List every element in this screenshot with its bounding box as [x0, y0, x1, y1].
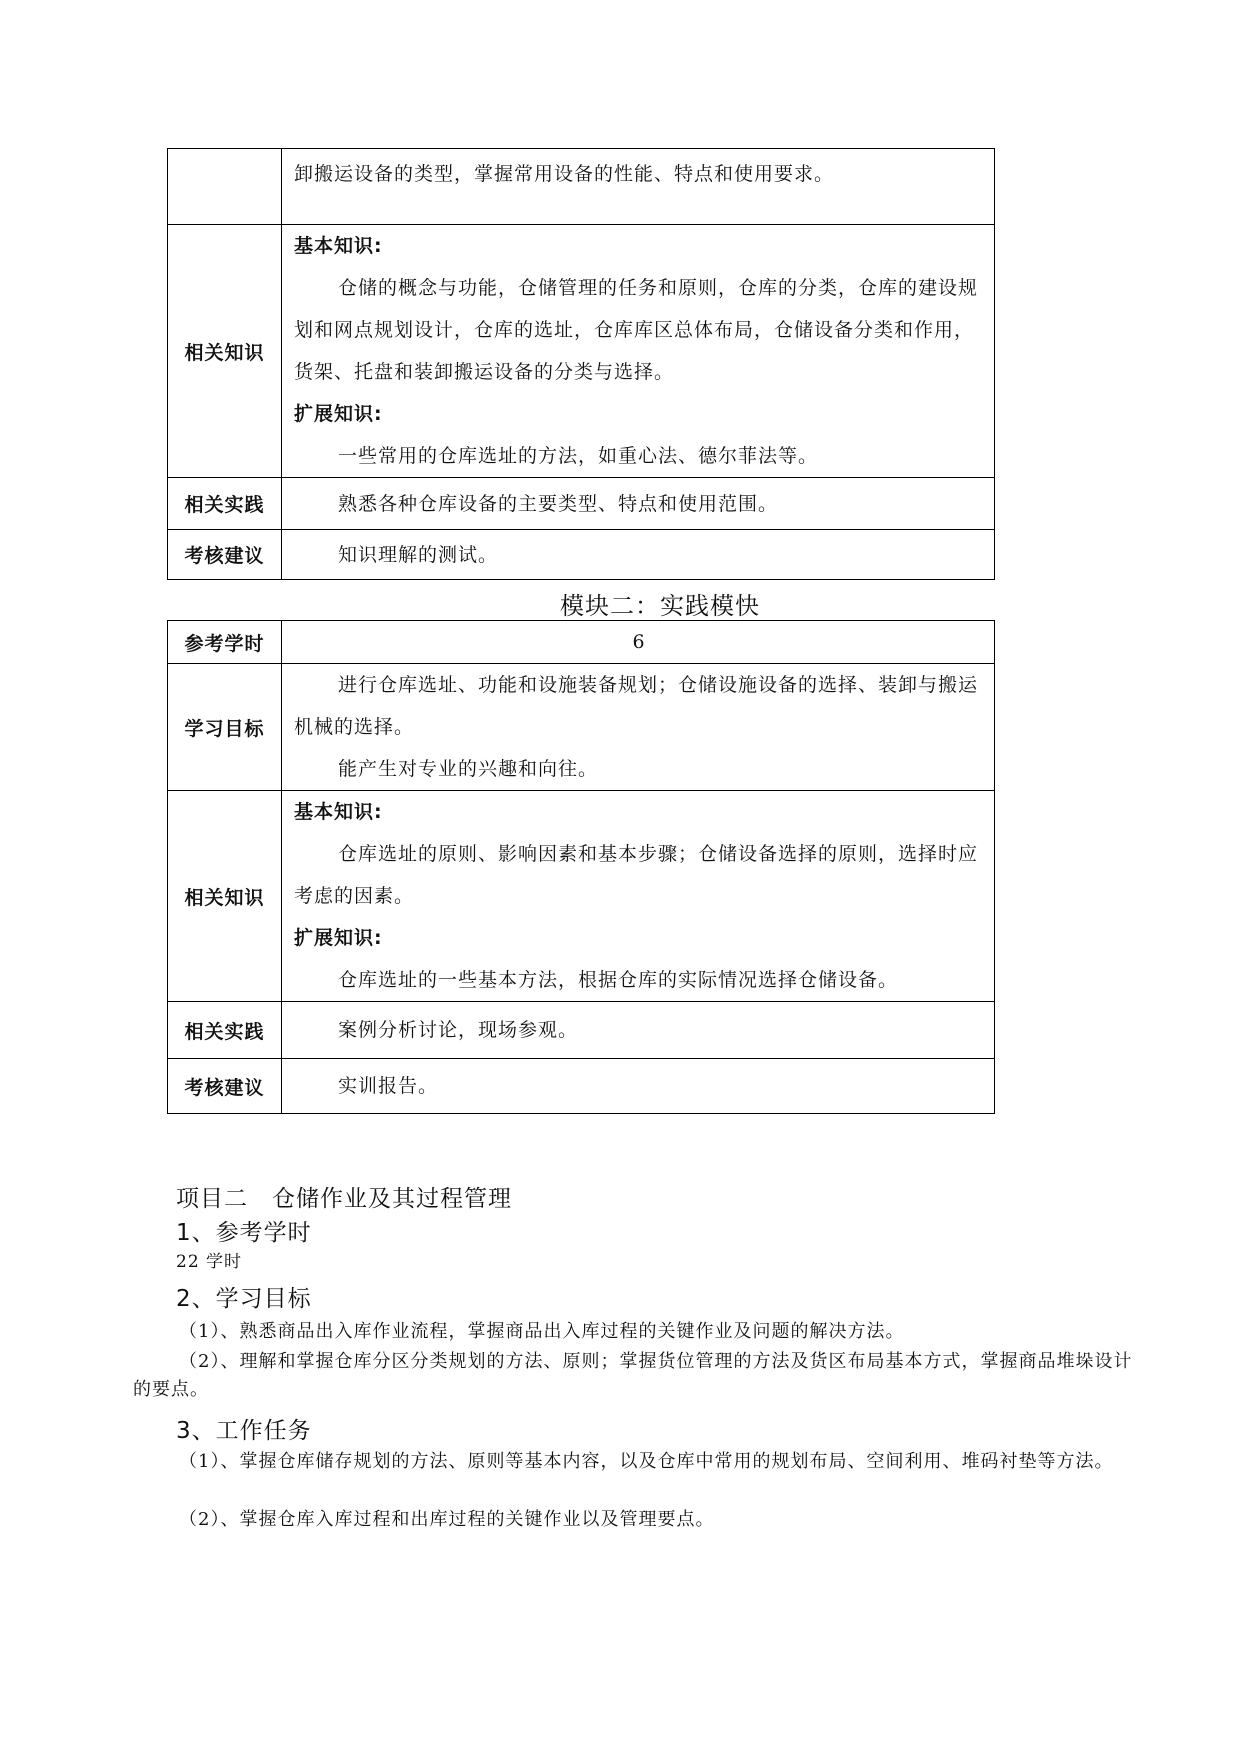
goal-2: （2）、理解和掌握仓库分区分类规划的方法、原则；掌握货位管理的方法及货区布局基本方式，掌握商品堆垛设计的要点。 [133, 1351, 1133, 1400]
extended-knowledge-heading: 扩展知识: [294, 927, 383, 949]
row-label: 考核建议 [168, 530, 282, 580]
task-1: （1）、掌握仓库储存规划的方法、原则等基本内容，以及仓库中常用的规划布局、空间利用、堆码衬垫等方法。 [179, 1451, 1114, 1472]
table-row [168, 791, 995, 1002]
assessment-text: 知识理解的测试。 [338, 543, 499, 566]
task-2: （2）、掌握仓库入库过程和出库过程的关键作业以及管理要点。 [179, 1509, 715, 1530]
section-heading-hours: 1、参考学时 [176, 1220, 312, 1246]
row-content [282, 791, 995, 1002]
row-label: 相关实践 [168, 478, 282, 530]
basic-knowledge-heading: 基本知识: [294, 235, 383, 257]
row-content [282, 664, 995, 791]
section-heading-goals: 2、学习目标 [176, 1286, 312, 1312]
row-content [282, 478, 995, 530]
practice-text: 案例分析讨论，现场参观。 [338, 1019, 579, 1041]
module-two-table [167, 620, 995, 1114]
extended-knowledge-text: 仓库选址的一些基本方法，根据仓库的实际情况选择仓储设备。 [338, 969, 899, 991]
reference-hours-value: 6 [282, 621, 995, 664]
extended-knowledge-heading: 扩展知识: [294, 403, 383, 425]
basic-knowledge-heading: 基本知识: [294, 801, 383, 823]
continued-text: 卸搬运设备的类型，掌握常用设备的性能、特点和使用要求。 [294, 163, 835, 185]
hours-text: 22 学时 [176, 1252, 243, 1272]
row-content [282, 225, 995, 478]
goal-text-1: 进行仓库选址、功能和设施装备规划；仓储设施设备的选择、装卸与搬运机械的选择。 [294, 674, 979, 738]
row-label: 学习目标 [168, 664, 282, 791]
row-content [282, 1002, 995, 1059]
table-row [168, 1002, 995, 1059]
row-label: 相关知识 [168, 225, 282, 478]
module-one-table [167, 148, 995, 580]
row-label: 相关实践 [168, 1002, 282, 1059]
row-content [282, 1059, 995, 1114]
table-row [168, 621, 995, 664]
assessment-text: 实训报告。 [338, 1075, 439, 1097]
row-label: 参考学时 [168, 621, 282, 664]
row-content [282, 149, 995, 225]
table-row [168, 149, 995, 225]
table-row [168, 530, 995, 580]
module-two-title: 模块二：实践模快 [560, 592, 760, 620]
extended-knowledge-text: 一些常用的仓库选址的方法，如重心法、德尔菲法等。 [338, 445, 819, 467]
project-title: 项目二 仓储作业及其过程管理 [176, 1186, 512, 1212]
row-label: 相关知识 [168, 791, 282, 1002]
goal-text-2: 能产生对专业的兴趣和向往。 [338, 758, 599, 780]
practice-text: 熟悉各种仓库设备的主要类型、特点和使用范围。 [338, 492, 779, 515]
section-heading-tasks: 3、工作任务 [176, 1418, 312, 1444]
table-row [168, 664, 995, 791]
row-content [282, 530, 995, 580]
table-row [168, 1059, 995, 1114]
row-label: 考核建议 [168, 1059, 282, 1114]
table-row [168, 478, 995, 530]
table-row [168, 225, 995, 478]
basic-knowledge-text: 仓库选址的原则、影响因素和基本步骤；仓储设备选择的原则，选择时应考虑的因素。 [294, 843, 979, 907]
basic-knowledge-text: 仓储的概念与功能，仓储管理的任务和原则，仓库的分类，仓库的建设规划和网点规划设计，仓库的选址，仓库库区总体布局，仓储设备分类和作用，货架、托盘和装卸搬运设备的分类与选择。 [294, 277, 979, 383]
row-label [168, 149, 282, 225]
goal-1: （1）、熟悉商品出入库作业流程，掌握商品出入库过程的关键作业及问题的解决方法。 [179, 1321, 905, 1342]
